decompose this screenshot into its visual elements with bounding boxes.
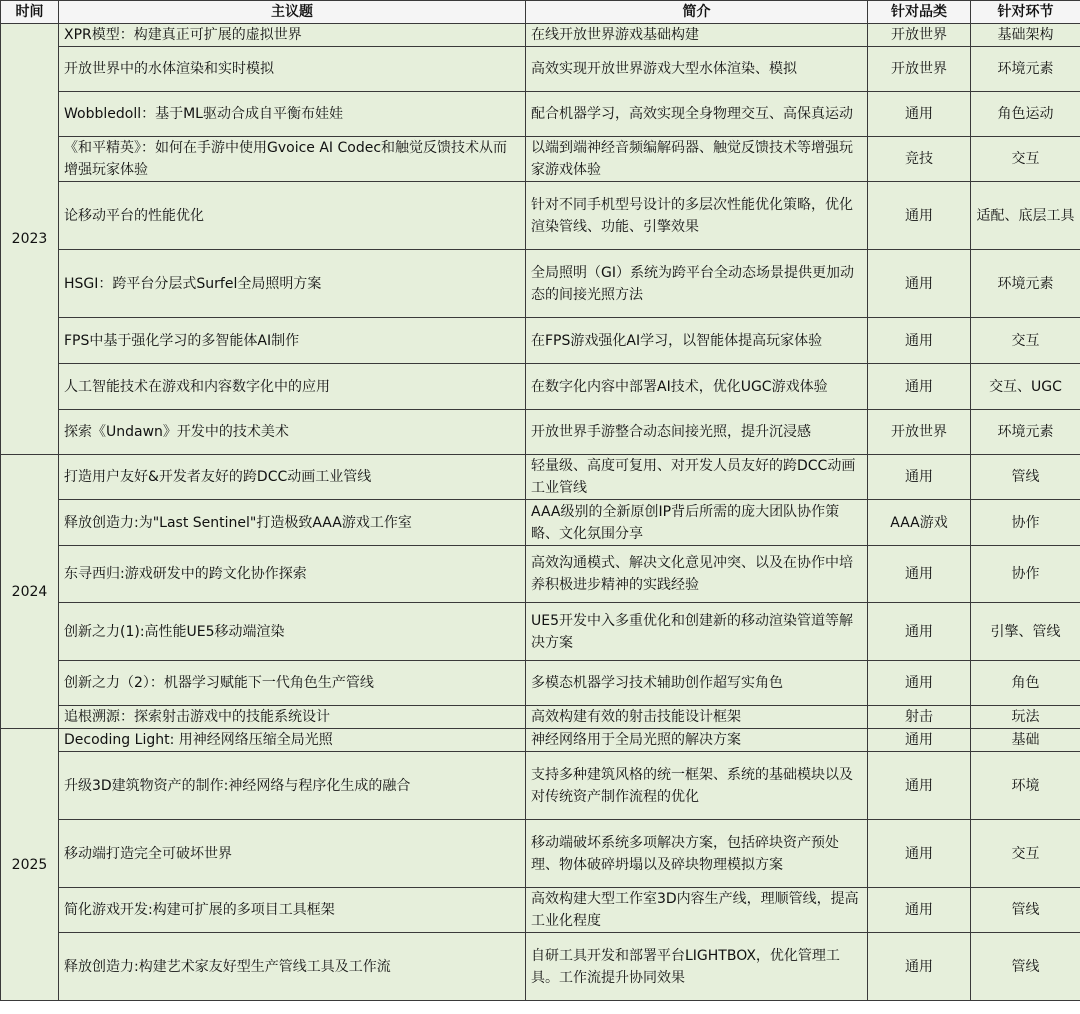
category-cell: 射击 <box>868 706 971 729</box>
topic-cell: HSGI：跨平台分层式Surfel全局照明方案 <box>59 250 526 318</box>
stage-cell: 角色运动 <box>971 92 1080 137</box>
table-row <box>1 661 1080 706</box>
intro-cell: 高效实现开放世界游戏大型水体渲染、模拟 <box>526 47 868 92</box>
header-topic: 主议题 <box>59 1 526 24</box>
table-row <box>1 500 1080 546</box>
category-cell: 开放世界 <box>868 410 971 455</box>
stage-cell: 环境元素 <box>971 410 1080 455</box>
table-row <box>1 933 1080 1001</box>
year-cell: 2023 <box>1 24 59 455</box>
header-stage: 针对环节 <box>971 1 1080 24</box>
topic-cell: 升级3D建筑物资产的制作:神经网络与程序化生成的融合 <box>59 752 526 820</box>
category-cell: 通用 <box>868 661 971 706</box>
topic-cell: 创新之力（2）：机器学习赋能下一代角色生产管线 <box>59 661 526 706</box>
table-row <box>1 182 1080 250</box>
table-row <box>1 455 1080 500</box>
table-row <box>1 546 1080 603</box>
category-cell: 竞技 <box>868 137 971 182</box>
category-cell: 通用 <box>868 752 971 820</box>
stage-cell: 管线 <box>971 455 1080 500</box>
intro-cell: 在数字化内容中部署AI技术，优化UGC游戏体验 <box>526 364 868 410</box>
topic-cell: 创新之力(1):高性能UE5移动端渲染 <box>59 603 526 661</box>
stage-cell: 交互 <box>971 137 1080 182</box>
category-cell: 通用 <box>868 603 971 661</box>
stage-cell: 角色 <box>971 661 1080 706</box>
intro-cell: 高效构建大型工作室3D内容生产线，理顺管线，提高工业化程度 <box>526 888 868 933</box>
topic-cell: Wobbledoll：基于ML驱动合成自平衡布娃娃 <box>59 92 526 137</box>
table-row <box>1 318 1080 364</box>
intro-cell: 神经网络用于全局光照的解决方案 <box>526 729 868 752</box>
topic-cell: 《和平精英》：如何在手游中使用Gvoice AI Codec和触觉反馈技术从而增强玩家体验 <box>59 137 526 182</box>
table-row <box>1 603 1080 661</box>
stage-cell: 环境元素 <box>971 250 1080 318</box>
intro-cell: 自研工具开发和部署平台LIGHTBOX，优化管理工具。工作流提升协同效果 <box>526 933 868 1001</box>
table-row <box>1 729 1080 752</box>
category-cell: 通用 <box>868 364 971 410</box>
category-cell: 开放世界 <box>868 47 971 92</box>
stage-cell: 引擎、管线 <box>971 603 1080 661</box>
category-cell: 通用 <box>868 888 971 933</box>
intro-cell: 开放世界手游整合动态间接光照，提升沉浸感 <box>526 410 868 455</box>
category-cell: 通用 <box>868 729 971 752</box>
topic-cell: 打造用户友好&开发者友好的跨DCC动画工业管线 <box>59 455 526 500</box>
header-intro: 简介 <box>526 1 868 24</box>
table-row <box>1 364 1080 410</box>
category-cell: 通用 <box>868 318 971 364</box>
topic-cell: 释放创造力:为"Last Sentinel"打造极致AAA游戏工作室 <box>59 500 526 546</box>
stage-cell: 玩法 <box>971 706 1080 729</box>
intro-cell: 高效构建有效的射击技能设计框架 <box>526 706 868 729</box>
stage-cell: 管线 <box>971 933 1080 1001</box>
category-cell: 通用 <box>868 455 971 500</box>
table-row <box>1 820 1080 888</box>
category-cell: AAA游戏 <box>868 500 971 546</box>
topic-cell: Decoding Light: 用神经网络压缩全局光照 <box>59 729 526 752</box>
stage-cell: 交互、UGC <box>971 364 1080 410</box>
intro-cell: AAA级别的全新原创IP背后所需的庞大团队协作策略、文化氛围分享 <box>526 500 868 546</box>
table-row <box>1 92 1080 137</box>
table-row <box>1 250 1080 318</box>
header-year: 时间 <box>1 1 59 24</box>
stage-cell: 管线 <box>971 888 1080 933</box>
header-category: 针对品类 <box>868 1 971 24</box>
stage-cell: 交互 <box>971 820 1080 888</box>
table-row <box>1 137 1080 182</box>
stage-cell: 基础架构 <box>971 24 1080 47</box>
table-body <box>1 24 1080 1001</box>
topic-cell: 人工智能技术在游戏和内容数字化中的应用 <box>59 364 526 410</box>
intro-cell: 多模态机器学习技术辅助创作超写实角色 <box>526 661 868 706</box>
topic-cell: 探索《Undawn》开发中的技术美术 <box>59 410 526 455</box>
table-row <box>1 706 1080 729</box>
table-row <box>1 24 1080 47</box>
topic-cell: 简化游戏开发:构建可扩展的多项目工具框架 <box>59 888 526 933</box>
topic-cell: 释放创造力:构建艺术家友好型生产管线工具及工作流 <box>59 933 526 1001</box>
stage-cell: 协作 <box>971 546 1080 603</box>
topic-cell: XPR模型：构建真正可扩展的虚拟世界 <box>59 24 526 47</box>
category-cell: 通用 <box>868 820 971 888</box>
table-row <box>1 47 1080 92</box>
category-cell: 通用 <box>868 92 971 137</box>
category-cell: 通用 <box>868 182 971 250</box>
topic-cell: 开放世界中的水体渲染和实时模拟 <box>59 47 526 92</box>
topic-cell: 追根溯源：探索射击游戏中的技能系统设计 <box>59 706 526 729</box>
intro-cell: 全局照明（GI）系统为跨平台全动态场景提供更加动态的间接光照方法 <box>526 250 868 318</box>
table-row <box>1 410 1080 455</box>
category-cell: 通用 <box>868 250 971 318</box>
intro-cell: 移动端破坏系统多项解决方案，包括碎块资产预处理、物体破碎坍塌以及碎块物理模拟方案 <box>526 820 868 888</box>
stage-cell: 基础 <box>971 729 1080 752</box>
header-row <box>1 1 1080 24</box>
year-cell: 2024 <box>1 455 59 729</box>
stage-cell: 环境元素 <box>971 47 1080 92</box>
category-cell: 通用 <box>868 546 971 603</box>
intro-cell: 在线开放世界游戏基础构建 <box>526 24 868 47</box>
topic-cell: 东寻西归:游戏研发中的跨文化协作探索 <box>59 546 526 603</box>
year-cell: 2025 <box>1 729 59 1001</box>
intro-cell: 轻量级、高度可复用、对开发人员友好的跨DCC动画工业管线 <box>526 455 868 500</box>
topic-cell: 移动端打造完全可破坏世界 <box>59 820 526 888</box>
intro-cell: 针对不同手机型号设计的多层次性能优化策略，优化渲染管线、功能、引擎效果 <box>526 182 868 250</box>
topic-cell: 论移动平台的性能优化 <box>59 182 526 250</box>
intro-cell: 配合机器学习，高效实现全身物理交互、高保真运动 <box>526 92 868 137</box>
category-cell: 通用 <box>868 933 971 1001</box>
category-cell: 开放世界 <box>868 24 971 47</box>
intro-cell: 在FPS游戏强化AI学习，以智能体提高玩家体验 <box>526 318 868 364</box>
intro-cell: UE5开发中入多重优化和创建新的移动渲染管道等解决方案 <box>526 603 868 661</box>
intro-cell: 以端到端神经音频编解码器、触觉反馈技术等增强玩家游戏体验 <box>526 137 868 182</box>
stage-cell: 交互 <box>971 318 1080 364</box>
stage-cell: 环境 <box>971 752 1080 820</box>
intro-cell: 高效沟通模式、解决文化意见冲突、以及在协作中培养积极进步精神的实践经验 <box>526 546 868 603</box>
stage-cell: 协作 <box>971 500 1080 546</box>
table-row <box>1 888 1080 933</box>
stage-cell: 适配、底层工具 <box>971 182 1080 250</box>
table-row <box>1 752 1080 820</box>
intro-cell: 支持多种建筑风格的统一框架、系统的基础模块以及对传统资产制作流程的优化 <box>526 752 868 820</box>
topic-cell: FPS中基于强化学习的多智能体AI制作 <box>59 318 526 364</box>
